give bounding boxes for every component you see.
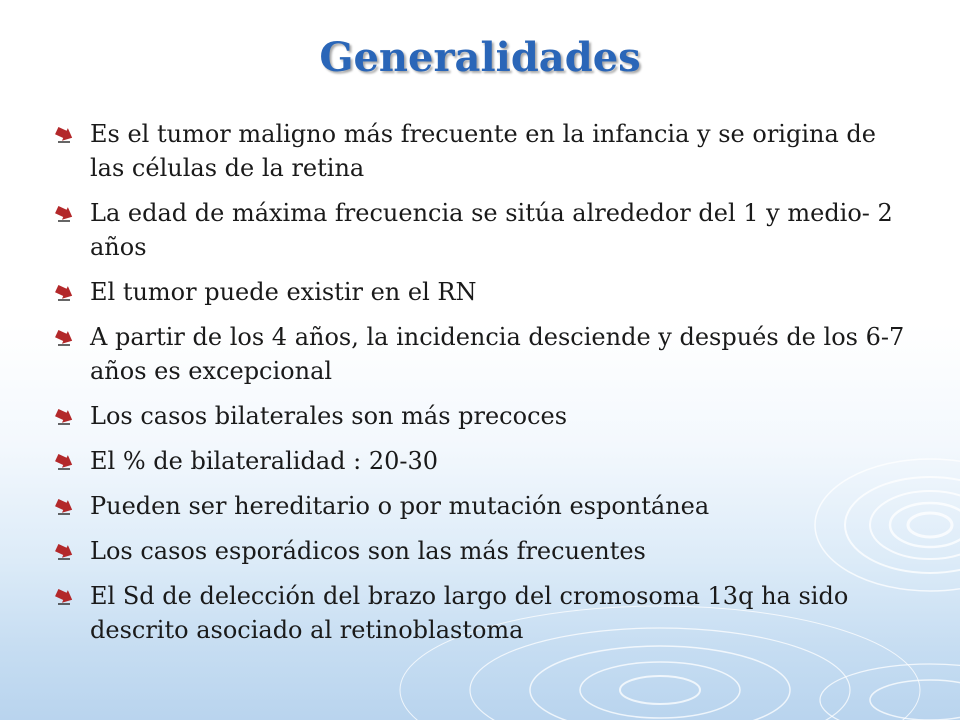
arrow-bullet-icon <box>54 454 74 472</box>
bullet-item <box>52 275 912 309</box>
bullet-item <box>52 579 912 647</box>
bullet-text: Los casos esporádicos son las más frecuentes <box>90 537 646 565</box>
bullet-item <box>52 489 912 523</box>
arrow-bullet-icon <box>54 330 74 348</box>
bullet-text: El tumor puede existir en el RN <box>90 278 477 306</box>
arrow-bullet-icon <box>54 127 74 145</box>
bullet-item <box>52 534 912 568</box>
slide-title: Generalidades <box>319 34 641 81</box>
arrow-bullet-icon <box>54 589 74 607</box>
bullet-item <box>52 117 912 185</box>
arrow-bullet-icon <box>54 206 74 224</box>
arrow-bullet-icon <box>54 409 74 427</box>
arrow-bullet-icon <box>54 285 74 303</box>
bullet-item <box>52 444 912 478</box>
arrow-bullet-icon <box>54 544 74 562</box>
bullet-text: La edad de máxima frecuencia se sitúa alrededor del 1 y medio- 2 años <box>90 199 893 261</box>
bullet-item <box>52 196 912 264</box>
bullet-text: El Sd de delección del brazo largo del cromosoma 13q ha sido descrito asociado al retinoblastoma <box>90 582 849 644</box>
bullet-text: Los casos bilaterales son más precoces <box>90 402 568 430</box>
bullet-item <box>52 399 912 433</box>
bullet-text: A partir de los 4 años, la incidencia desciende y después de los 6-7 años es excepcional <box>90 323 905 385</box>
arrow-bullet-icon <box>54 499 74 517</box>
bullet-text: El % de bilateralidad : 20-30 <box>90 447 439 475</box>
bullet-text: Es el tumor maligno más frecuente en la infancia y se origina de las células de la retina <box>90 120 876 182</box>
bullet-list <box>52 117 912 658</box>
bullet-text: Pueden ser hereditario o por mutación espontánea <box>90 492 710 520</box>
bullet-item <box>52 320 912 388</box>
